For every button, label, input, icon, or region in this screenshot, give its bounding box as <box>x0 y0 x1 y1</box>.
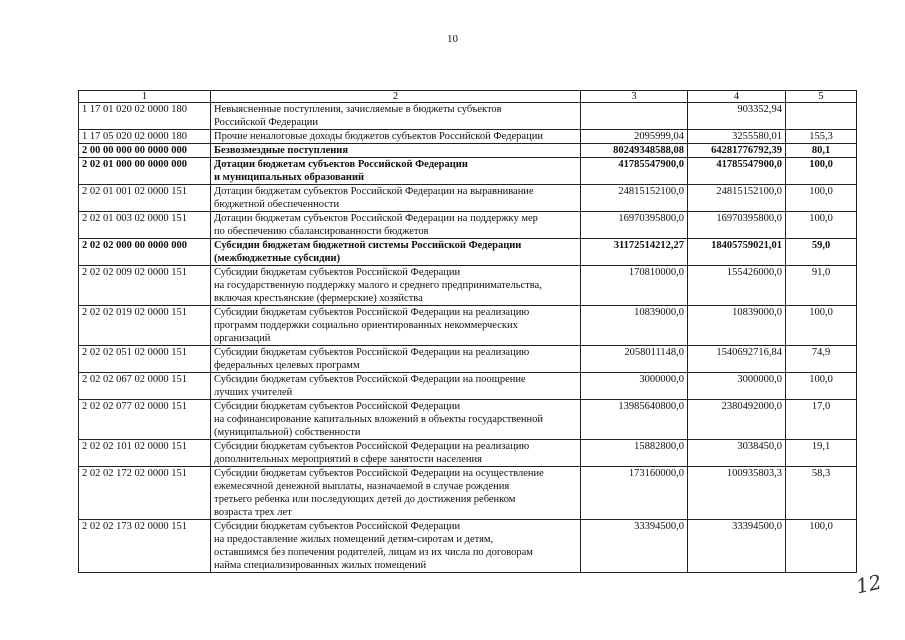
planned-amount-cell: 2058011148,0 <box>581 346 688 373</box>
revenue-name-line: программ поддержки социально ориентированных некоммерческих <box>214 320 518 331</box>
revenue-name-line: оставшимся без попечения родителей, лицам из их числа по договорам <box>214 547 533 558</box>
revenue-name-line: на софинансирование капитальных вложений в объекты государственной <box>214 414 544 425</box>
budget-code-cell: 2 02 02 067 02 0000 151 <box>79 373 211 400</box>
handwritten-page-mark: 12 <box>853 569 884 599</box>
revenue-name-cell <box>211 346 581 373</box>
column-header: 5 <box>786 91 857 103</box>
revenue-name-cell <box>211 212 581 239</box>
revenue-name-cell <box>211 373 581 400</box>
revenue-name-line: найма специализированных жилых помещений <box>214 560 427 571</box>
planned-amount-cell: 3000000,0 <box>581 373 688 400</box>
actual-amount-cell: 24815152100,0 <box>688 185 786 212</box>
planned-amount-cell: 24815152100,0 <box>581 185 688 212</box>
planned-amount-cell: 13985640800,0 <box>581 400 688 440</box>
execution-percent-cell: 74,9 <box>786 346 857 373</box>
revenue-name-cell <box>211 158 581 185</box>
table-row <box>79 520 857 573</box>
planned-amount-cell: 33394500,0 <box>581 520 688 573</box>
execution-percent-cell <box>786 103 857 130</box>
revenue-name-cell <box>211 467 581 520</box>
execution-percent-cell: 100,0 <box>786 158 857 185</box>
revenue-name-cell <box>211 130 581 144</box>
table-row <box>79 346 857 373</box>
actual-amount-cell: 10839000,0 <box>688 306 786 346</box>
planned-amount-cell: 31172514212,27 <box>581 239 688 266</box>
revenue-name-line: Субсидии бюджетам субъектов Российской Федерации на поощрение <box>214 374 526 385</box>
execution-percent-cell: 100,0 <box>786 520 857 573</box>
revenue-name-line: включая крестьянские (фермерские) хозяйства <box>214 293 423 304</box>
budget-code-cell: 1 17 01 020 02 0000 180 <box>79 103 211 130</box>
actual-amount-cell: 1540692716,84 <box>688 346 786 373</box>
revenue-name-line: организаций <box>214 333 271 344</box>
actual-amount-cell: 3038450,0 <box>688 440 786 467</box>
revenue-name-line: Дотации бюджетам субъектов Российской Федерации <box>214 159 468 170</box>
actual-amount-cell: 3255580,01 <box>688 130 786 144</box>
revenue-name-cell <box>211 520 581 573</box>
actual-amount-cell: 155426000,0 <box>688 266 786 306</box>
revenue-name-line: федеральных целевых программ <box>214 360 360 371</box>
revenue-name-line: (межбюджетные субсидии) <box>214 253 341 264</box>
table-row <box>79 239 857 266</box>
actual-amount-cell: 64281776792,39 <box>688 144 786 158</box>
planned-amount-cell: 173160000,0 <box>581 467 688 520</box>
revenue-name-line: бюджетной обеспеченности <box>214 199 340 210</box>
table-row <box>79 212 857 239</box>
revenue-name-line: Субсидии бюджетам субъектов Российской Федерации <box>214 521 461 532</box>
table-row <box>79 158 857 185</box>
planned-amount-cell: 10839000,0 <box>581 306 688 346</box>
revenue-name-line: третьего ребенка или последующих детей до достижения ребенком <box>214 494 516 505</box>
revenue-name-line: лучших учителей <box>214 387 293 398</box>
actual-amount-cell: 3000000,0 <box>688 373 786 400</box>
budget-code-cell: 2 02 02 173 02 0000 151 <box>79 520 211 573</box>
revenue-name-line: Субсидии бюджетам субъектов Российской Федерации на реализацию <box>214 347 530 358</box>
budget-code-cell: 2 02 02 009 02 0000 151 <box>79 266 211 306</box>
budget-code-cell: 2 02 02 019 02 0000 151 <box>79 306 211 346</box>
execution-percent-cell: 100,0 <box>786 185 857 212</box>
budget-code-cell: 2 02 02 172 02 0000 151 <box>79 467 211 520</box>
revenue-name-line: Субсидии бюджетам бюджетной системы Российской Федерации <box>214 240 522 251</box>
table-row <box>79 144 857 158</box>
table-row <box>79 373 857 400</box>
planned-amount-cell: 16970395800,0 <box>581 212 688 239</box>
revenue-name-line: ежемесячной денежной выплаты, назначаемой в случае рождения <box>214 481 510 492</box>
table-row <box>79 266 857 306</box>
revenue-name-line: Дотации бюджетам субъектов Российской Федерации на выравнивание <box>214 186 534 197</box>
budget-code-cell: 1 17 05 020 02 0000 180 <box>79 130 211 144</box>
execution-percent-cell: 80,1 <box>786 144 857 158</box>
revenue-name-line: Невыясненные поступления, зачисляемые в бюджеты субъектов <box>214 104 502 115</box>
revenue-name-line: по обеспечению сбалансированности бюджетов <box>214 226 429 237</box>
table-row <box>79 440 857 467</box>
revenue-name-line: дополнительных мероприятий в сфере занятости населения <box>214 454 482 465</box>
actual-amount-cell: 41785547900,0 <box>688 158 786 185</box>
budget-code-cell: 2 02 02 051 02 0000 151 <box>79 346 211 373</box>
table-row <box>79 185 857 212</box>
revenue-name-line: Субсидии бюджетам субъектов Российской Федерации <box>214 401 461 412</box>
execution-percent-cell: 100,0 <box>786 306 857 346</box>
actual-amount-cell: 100935803,3 <box>688 467 786 520</box>
table-body <box>79 103 857 573</box>
revenue-name-cell <box>211 185 581 212</box>
column-header: 2 <box>211 91 581 103</box>
table-row <box>79 467 857 520</box>
execution-percent-cell: 91,0 <box>786 266 857 306</box>
planned-amount-cell: 41785547900,0 <box>581 158 688 185</box>
budget-code-cell: 2 02 01 001 02 0000 151 <box>79 185 211 212</box>
execution-percent-cell: 58,3 <box>786 467 857 520</box>
revenue-name-cell <box>211 440 581 467</box>
table-row <box>79 306 857 346</box>
execution-percent-cell: 100,0 <box>786 212 857 239</box>
budget-code-cell: 2 02 02 101 02 0000 151 <box>79 440 211 467</box>
execution-percent-cell: 19,1 <box>786 440 857 467</box>
actual-amount-cell: 2380492000,0 <box>688 400 786 440</box>
actual-amount-cell: 16970395800,0 <box>688 212 786 239</box>
actual-amount-cell: 33394500,0 <box>688 520 786 573</box>
revenue-name-line: Дотации бюджетам субъектов Российской Федерации на поддержку мер <box>214 213 538 224</box>
budget-code-cell: 2 02 02 077 02 0000 151 <box>79 400 211 440</box>
revenue-name-cell <box>211 266 581 306</box>
revenue-name-line: Субсидии бюджетам субъектов Российской Федерации на осуществление <box>214 468 544 479</box>
revenue-name-line: Безвозмездные поступления <box>214 145 349 156</box>
execution-percent-cell: 17,0 <box>786 400 857 440</box>
column-header: 4 <box>688 91 786 103</box>
revenue-name-line: (муниципальной) собственности <box>214 427 361 438</box>
revenue-name-line: Российской Федерации <box>214 117 318 128</box>
planned-amount-cell: 170810000,0 <box>581 266 688 306</box>
revenue-name-cell <box>211 103 581 130</box>
execution-percent-cell: 100,0 <box>786 373 857 400</box>
execution-percent-cell: 155,3 <box>786 130 857 144</box>
budget-code-cell: 2 02 01 000 00 0000 000 <box>79 158 211 185</box>
column-header: 1 <box>79 91 211 103</box>
planned-amount-cell: 80249348588,08 <box>581 144 688 158</box>
execution-percent-cell: 59,0 <box>786 239 857 266</box>
revenue-name-line: возраста трех лет <box>214 507 292 518</box>
budget-code-cell: 2 02 01 003 02 0000 151 <box>79 212 211 239</box>
budget-revenue-table <box>78 90 857 573</box>
budget-code-cell: 2 00 00 000 00 0000 000 <box>79 144 211 158</box>
table-header-row <box>79 91 857 103</box>
planned-amount-cell: 15882800,0 <box>581 440 688 467</box>
revenue-name-line: и муниципальных образований <box>214 172 365 183</box>
revenue-name-line: Субсидии бюджетам субъектов Российской Федерации на реализацию <box>214 307 530 318</box>
planned-amount-cell <box>581 103 688 130</box>
revenue-name-line: на предоставление жилых помещений детям-сиротам и детям, <box>214 534 494 545</box>
column-header: 3 <box>581 91 688 103</box>
page-number: 10 <box>447 33 458 45</box>
table-row <box>79 130 857 144</box>
revenue-name-cell <box>211 239 581 266</box>
actual-amount-cell: 903352,94 <box>688 103 786 130</box>
revenue-name-cell <box>211 400 581 440</box>
revenue-name-line: Прочие неналоговые доходы бюджетов субъектов Российской Федерации <box>214 131 543 142</box>
planned-amount-cell: 2095999,04 <box>581 130 688 144</box>
table-row <box>79 400 857 440</box>
actual-amount-cell: 18405759021,01 <box>688 239 786 266</box>
table-row <box>79 103 857 130</box>
revenue-name-cell <box>211 306 581 346</box>
revenue-name-cell <box>211 144 581 158</box>
revenue-name-line: Субсидии бюджетам субъектов Российской Федерации на реализацию <box>214 441 530 452</box>
revenue-name-line: на государственную поддержку малого и среднего предпринимательства, <box>214 280 542 291</box>
revenue-name-line: Субсидии бюджетам субъектов Российской Федерации <box>214 267 461 278</box>
budget-code-cell: 2 02 02 000 00 0000 000 <box>79 239 211 266</box>
